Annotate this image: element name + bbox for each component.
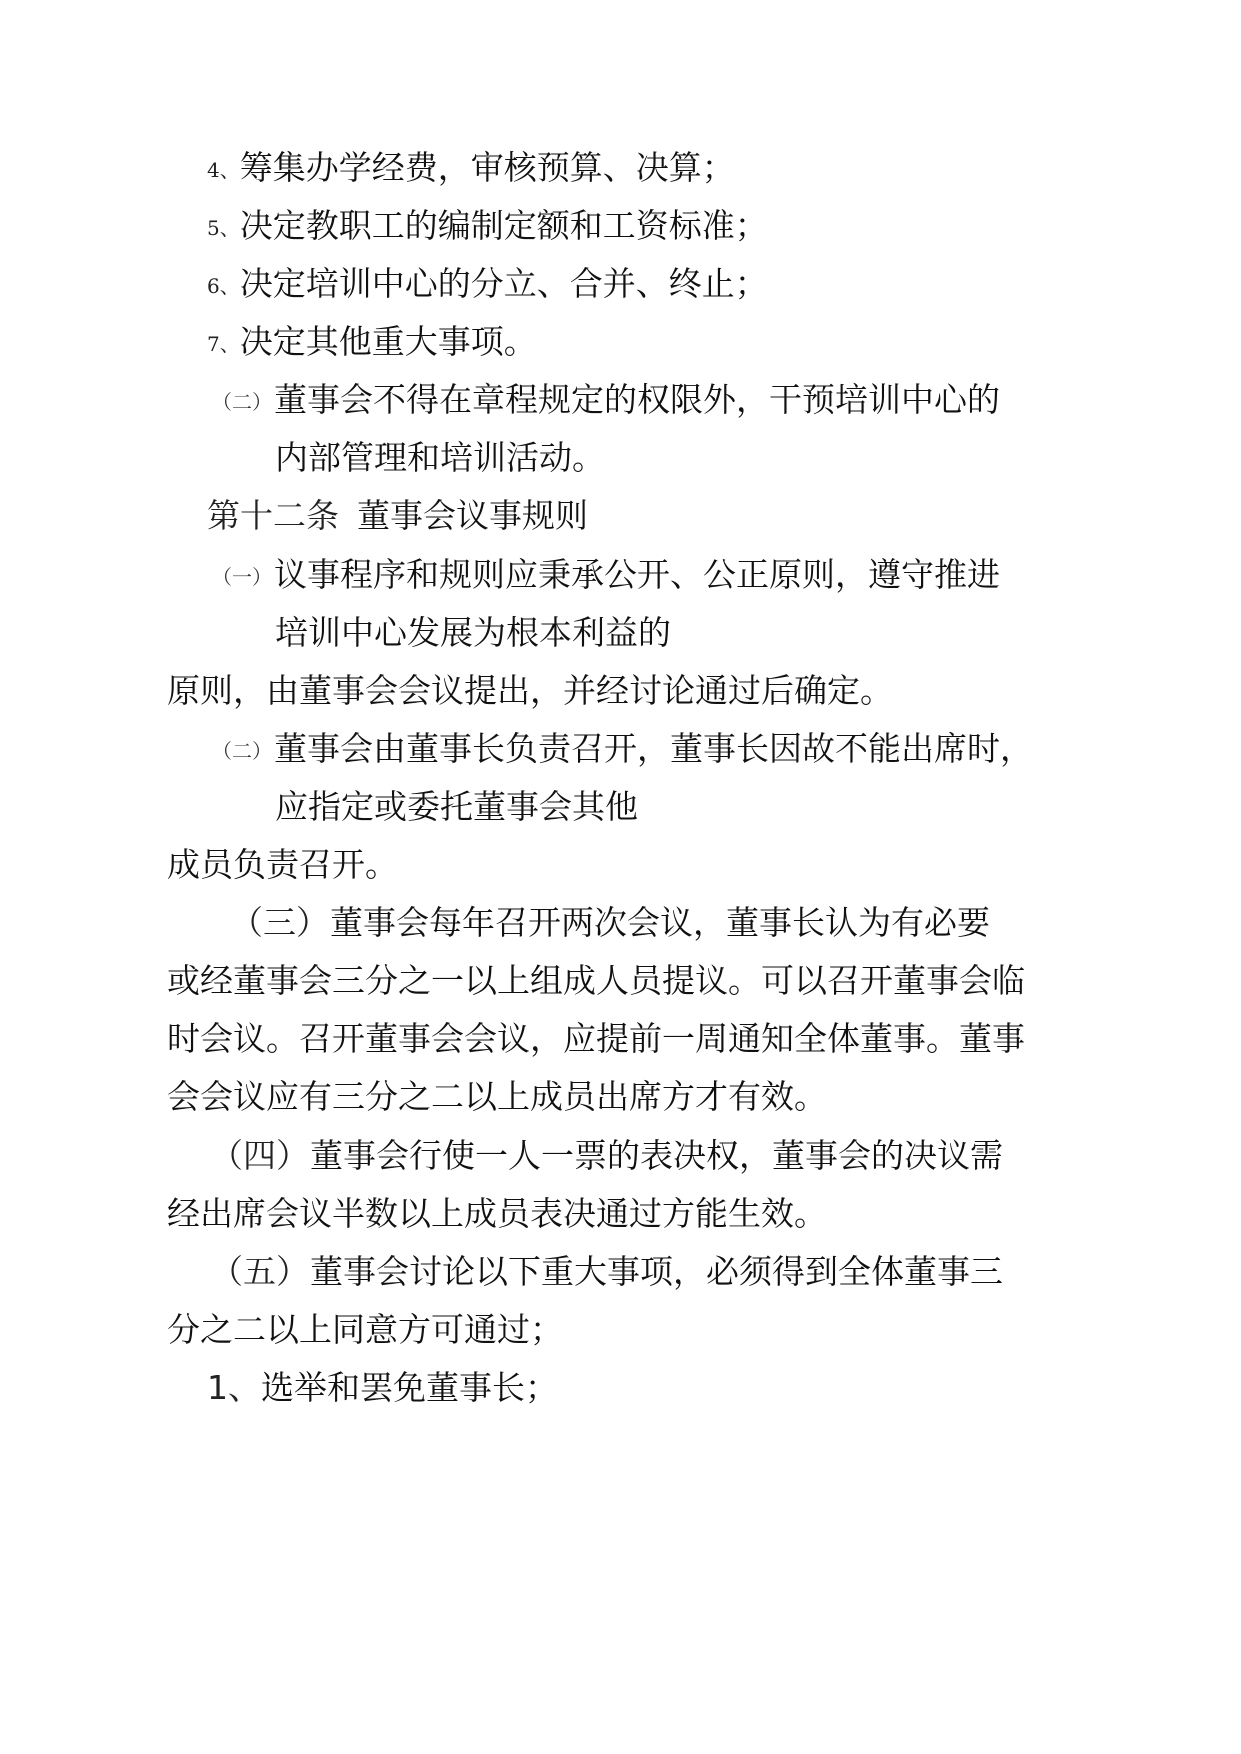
article-number: 第十二条 (207, 496, 339, 535)
paragraph-text: 会会议应有三分之二以上成员出席方才有效。 (167, 1077, 827, 1116)
clause-marker: （一） (212, 565, 272, 589)
paragraph-text: 董事会每年召开两次会议，董事长认为有必要 (330, 903, 990, 942)
paragraph-line (275, 436, 605, 480)
paragraph-line (167, 959, 1025, 1003)
clause-marker: （四） (210, 1136, 309, 1175)
item-number: 7、 (207, 332, 240, 356)
clause-paragraph (212, 727, 1033, 773)
item-number: 4、 (207, 158, 240, 182)
clause-paragraph (212, 378, 1000, 424)
paragraph-line (275, 611, 671, 655)
list-item (207, 1366, 558, 1410)
paragraph-text: 或经董事会三分之一以上组成人员提议。可以召开董事会临 (167, 961, 1025, 1000)
list-item (207, 146, 735, 192)
clause-paragraph (210, 1134, 1003, 1178)
paragraph-text: 议事程序和规则应秉承公开、公正原则，遵守推进 (274, 555, 1000, 594)
clause-marker: （五） (210, 1252, 309, 1291)
list-item (207, 204, 768, 250)
paragraph-text: 时会议。召开董事会会议，应提前一周通知全体董事。董事 (167, 1019, 1025, 1058)
item-text: 筹集办学经费，审核预算、决算； (239, 148, 735, 187)
paragraph-text: 内部管理和培训活动。 (275, 438, 605, 477)
item-text: 决定教职工的编制定额和工资标准； (239, 206, 768, 245)
clause-paragraph (212, 553, 1000, 599)
paragraph-line (275, 785, 638, 829)
item-text: 决定培训中心的分立、合并、终止； (239, 264, 768, 303)
clause-marker: （三） (230, 903, 329, 942)
item-number: 1、 (207, 1368, 261, 1407)
item-text: 决定其他重大事项。 (239, 322, 537, 361)
item-text: 选举和罢免董事长； (261, 1368, 558, 1407)
paragraph-line (167, 669, 893, 713)
clause-paragraph (230, 901, 990, 945)
paragraph-text: 经出席会议半数以上成员表决通过方能生效。 (167, 1194, 827, 1233)
paragraph-text: 董事会不得在章程规定的权限外，干预培训中心的 (274, 380, 1000, 419)
paragraph-text: 应指定或委托董事会其他 (275, 787, 638, 826)
paragraph-text: 董事会由董事长负责召开，董事长因故不能出席时， (274, 729, 1033, 768)
list-item (207, 320, 537, 366)
paragraph-text: 培训中心发展为根本利益的 (275, 613, 671, 652)
article-title: 董事会议事规则 (357, 496, 588, 535)
clause-marker: （二） (212, 390, 272, 414)
paragraph-text: 成员负责召开。 (167, 845, 398, 884)
paragraph-line (167, 1308, 563, 1352)
paragraph-text: 原则，由董事会会议提出，并经讨论通过后确定。 (167, 671, 893, 710)
paragraph-text: 分之二以上同意方可通过； (167, 1310, 563, 1349)
paragraph-text: 董事会讨论以下重大事项，必须得到全体董事三 (310, 1252, 1003, 1291)
article-heading (207, 494, 588, 538)
item-number: 5、 (207, 216, 240, 240)
paragraph-line (167, 1075, 827, 1119)
item-number: 6、 (207, 274, 240, 298)
list-item (207, 262, 768, 308)
clause-marker: （二） (212, 739, 272, 763)
clause-paragraph (210, 1250, 1003, 1294)
paragraph-line (167, 843, 398, 887)
paragraph-text: 董事会行使一人一票的表决权，董事会的决议需 (310, 1136, 1003, 1175)
paragraph-line (167, 1192, 827, 1236)
paragraph-line (167, 1017, 1025, 1061)
